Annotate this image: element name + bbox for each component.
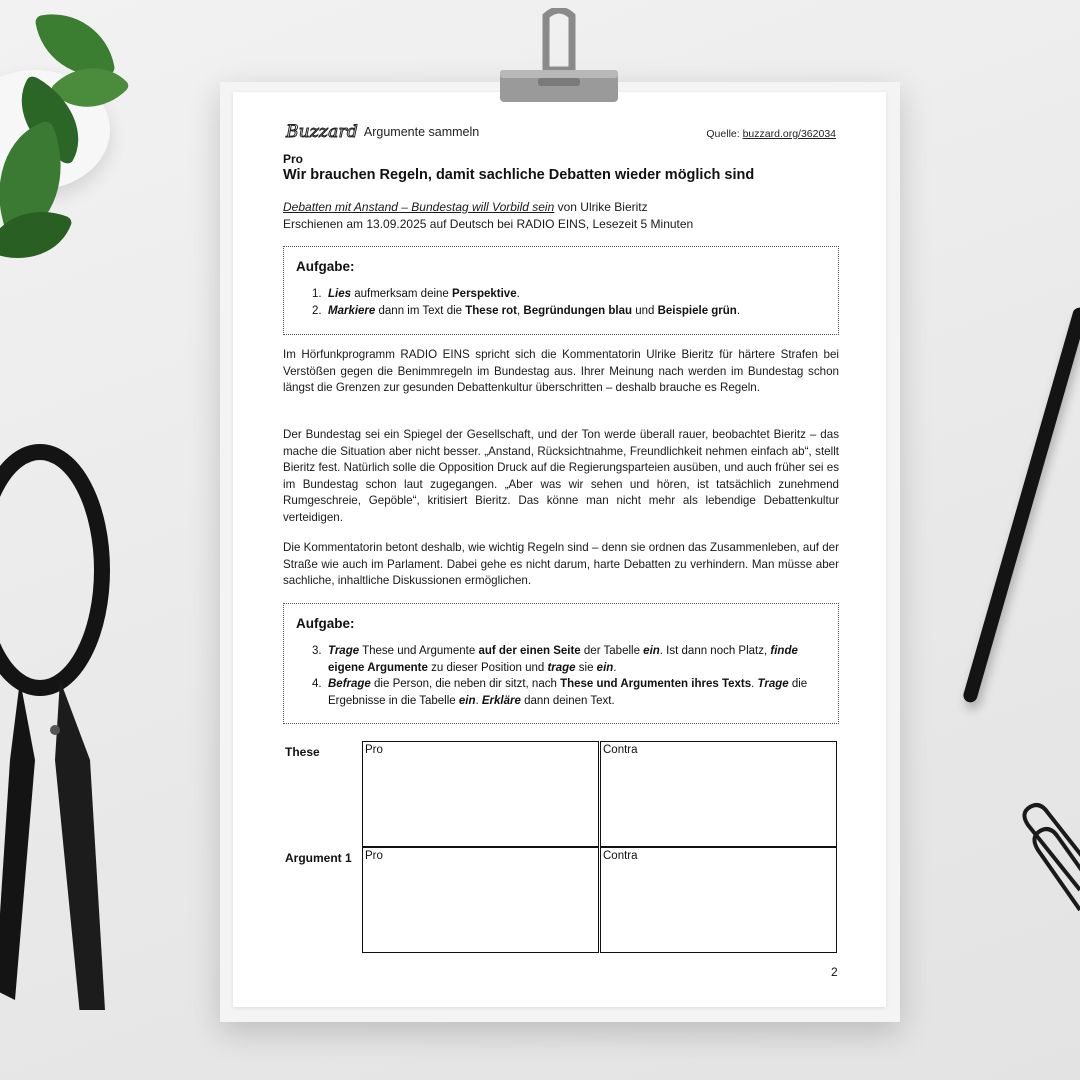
- task-list: [312, 286, 826, 319]
- publication-info: Erschienen am 13.09.2025 auf Deutsch bei RADIO EINS, Lesezeit 5 Minuten: [283, 217, 694, 231]
- paperclip-icon: [1010, 795, 1080, 915]
- task-item-text: Befrage die Person, die neben dir sitzt, nach These und Argumenten ihres Texts. Trage die Ergebnisse in die Tabelle ein. Erkläre dann deinen Text.: [328, 678, 808, 707]
- task-item: [312, 303, 826, 320]
- cell-these-pro[interactable]: Pro: [362, 741, 599, 847]
- document-title: Wir brauchen Regeln, damit sachliche Debatten wieder möglich sind: [283, 167, 755, 183]
- task-item-number: 3.: [312, 645, 322, 657]
- page-number: 2: [831, 965, 838, 979]
- task-item: [312, 643, 826, 676]
- source-label: Quelle:: [706, 128, 740, 140]
- task-item-number: 2.: [312, 304, 322, 317]
- row-label-argument-1: Argument 1: [285, 851, 352, 865]
- task-item-text: Markiere dann im Text die These rot, Begründungen blau und Beispiele grün.: [328, 304, 741, 317]
- task-item-text: Trage These und Argumente auf der einen Seite der Tabelle ein. Ist dann noch Platz, finde eigene Argumente zu dieser Position und trage sie ein.: [328, 645, 798, 674]
- task-heading: Aufgabe:: [296, 616, 355, 631]
- source-link[interactable]: buzzard.org/362034: [742, 128, 836, 140]
- author-prefix: von: [554, 200, 581, 214]
- position-label: Pro: [283, 152, 304, 166]
- article-title: Debatten mit Anstand – Bundestag will Vorbild sein: [283, 200, 555, 214]
- task-heading: Aufgabe:: [296, 259, 355, 274]
- worksheet-title: Argumente sammeln: [363, 125, 480, 139]
- article-line: [283, 199, 843, 216]
- row-label-these: These: [285, 745, 320, 759]
- task-item-number: 4.: [312, 678, 322, 690]
- cell-argument-1-contra[interactable]: Contra: [600, 847, 837, 953]
- scissors-icon: [0, 430, 130, 1010]
- article-paragraph: Im Hörfunkprogramm RADIO EINS spricht sich die Kommentatorin Ulrike Bieritz für härtere Strafen bei Verstößen gegen die Benimmregeln im Bundestag aus. Ihrer Meinung nach werden im Bundestag schon längst die Grenzen zur gesunden Debattenkultur überschritten – deshalb brauche es Regeln.: [283, 348, 839, 394]
- cell-these-contra[interactable]: Contra: [600, 741, 837, 847]
- task-box-1: [283, 246, 839, 335]
- task-box-2: [283, 603, 839, 724]
- source-reference: [706, 128, 836, 140]
- task-item: [312, 676, 826, 709]
- buzzard-logo: Buzzard: [286, 122, 358, 142]
- article-paragraph: Die Kommentatorin betont deshalb, wie wichtig Regeln sind – denn sie ordnen das Zusammenleben, auf der Straße wie auch im Parlament. Dabei gehe es nicht darum, harte Debatten zu verhindern. Man müsse aber sachliche, inhaltliche Diskussionen ermöglichen.: [283, 541, 839, 587]
- cell-argument-1-pro[interactable]: Pro: [362, 847, 599, 953]
- article-meta: [283, 199, 843, 233]
- task-item-text: Lies aufmerksam deine Perspektive.: [328, 288, 520, 300]
- worksheet-header: [286, 121, 479, 143]
- binder-clip-icon: [498, 8, 620, 104]
- succulent-plant-icon: [0, 0, 140, 280]
- task-list: [312, 643, 826, 709]
- article-paragraph: Der Bundestag sei ein Spiegel der Gesellschaft, und der Ton werde überall rauer, beobachtet Bieritz – das mache die Situation aber nicht besser. „Anstand, Rücksichtnahme, Freundlichkeit nehmen einfach ab“, stellt Bieritz fest. Natürlich solle die Opposition Druck auf die Regierungsparteien ausüben, und auch früher sei es im Bundestag schon laut zugegangen. „Aber was wir sehen und hören, ist tatsächlich zunehmend Rumgeschreie, Gepöble“, kritisiert Bieritz. Das könne man nicht mehr als lebendige Debattenkultur verteidigen.: [283, 428, 839, 524]
- task-item-number: 1.: [312, 288, 322, 300]
- task-item: [312, 286, 826, 303]
- author-name: Ulrike Bieritz: [580, 200, 648, 214]
